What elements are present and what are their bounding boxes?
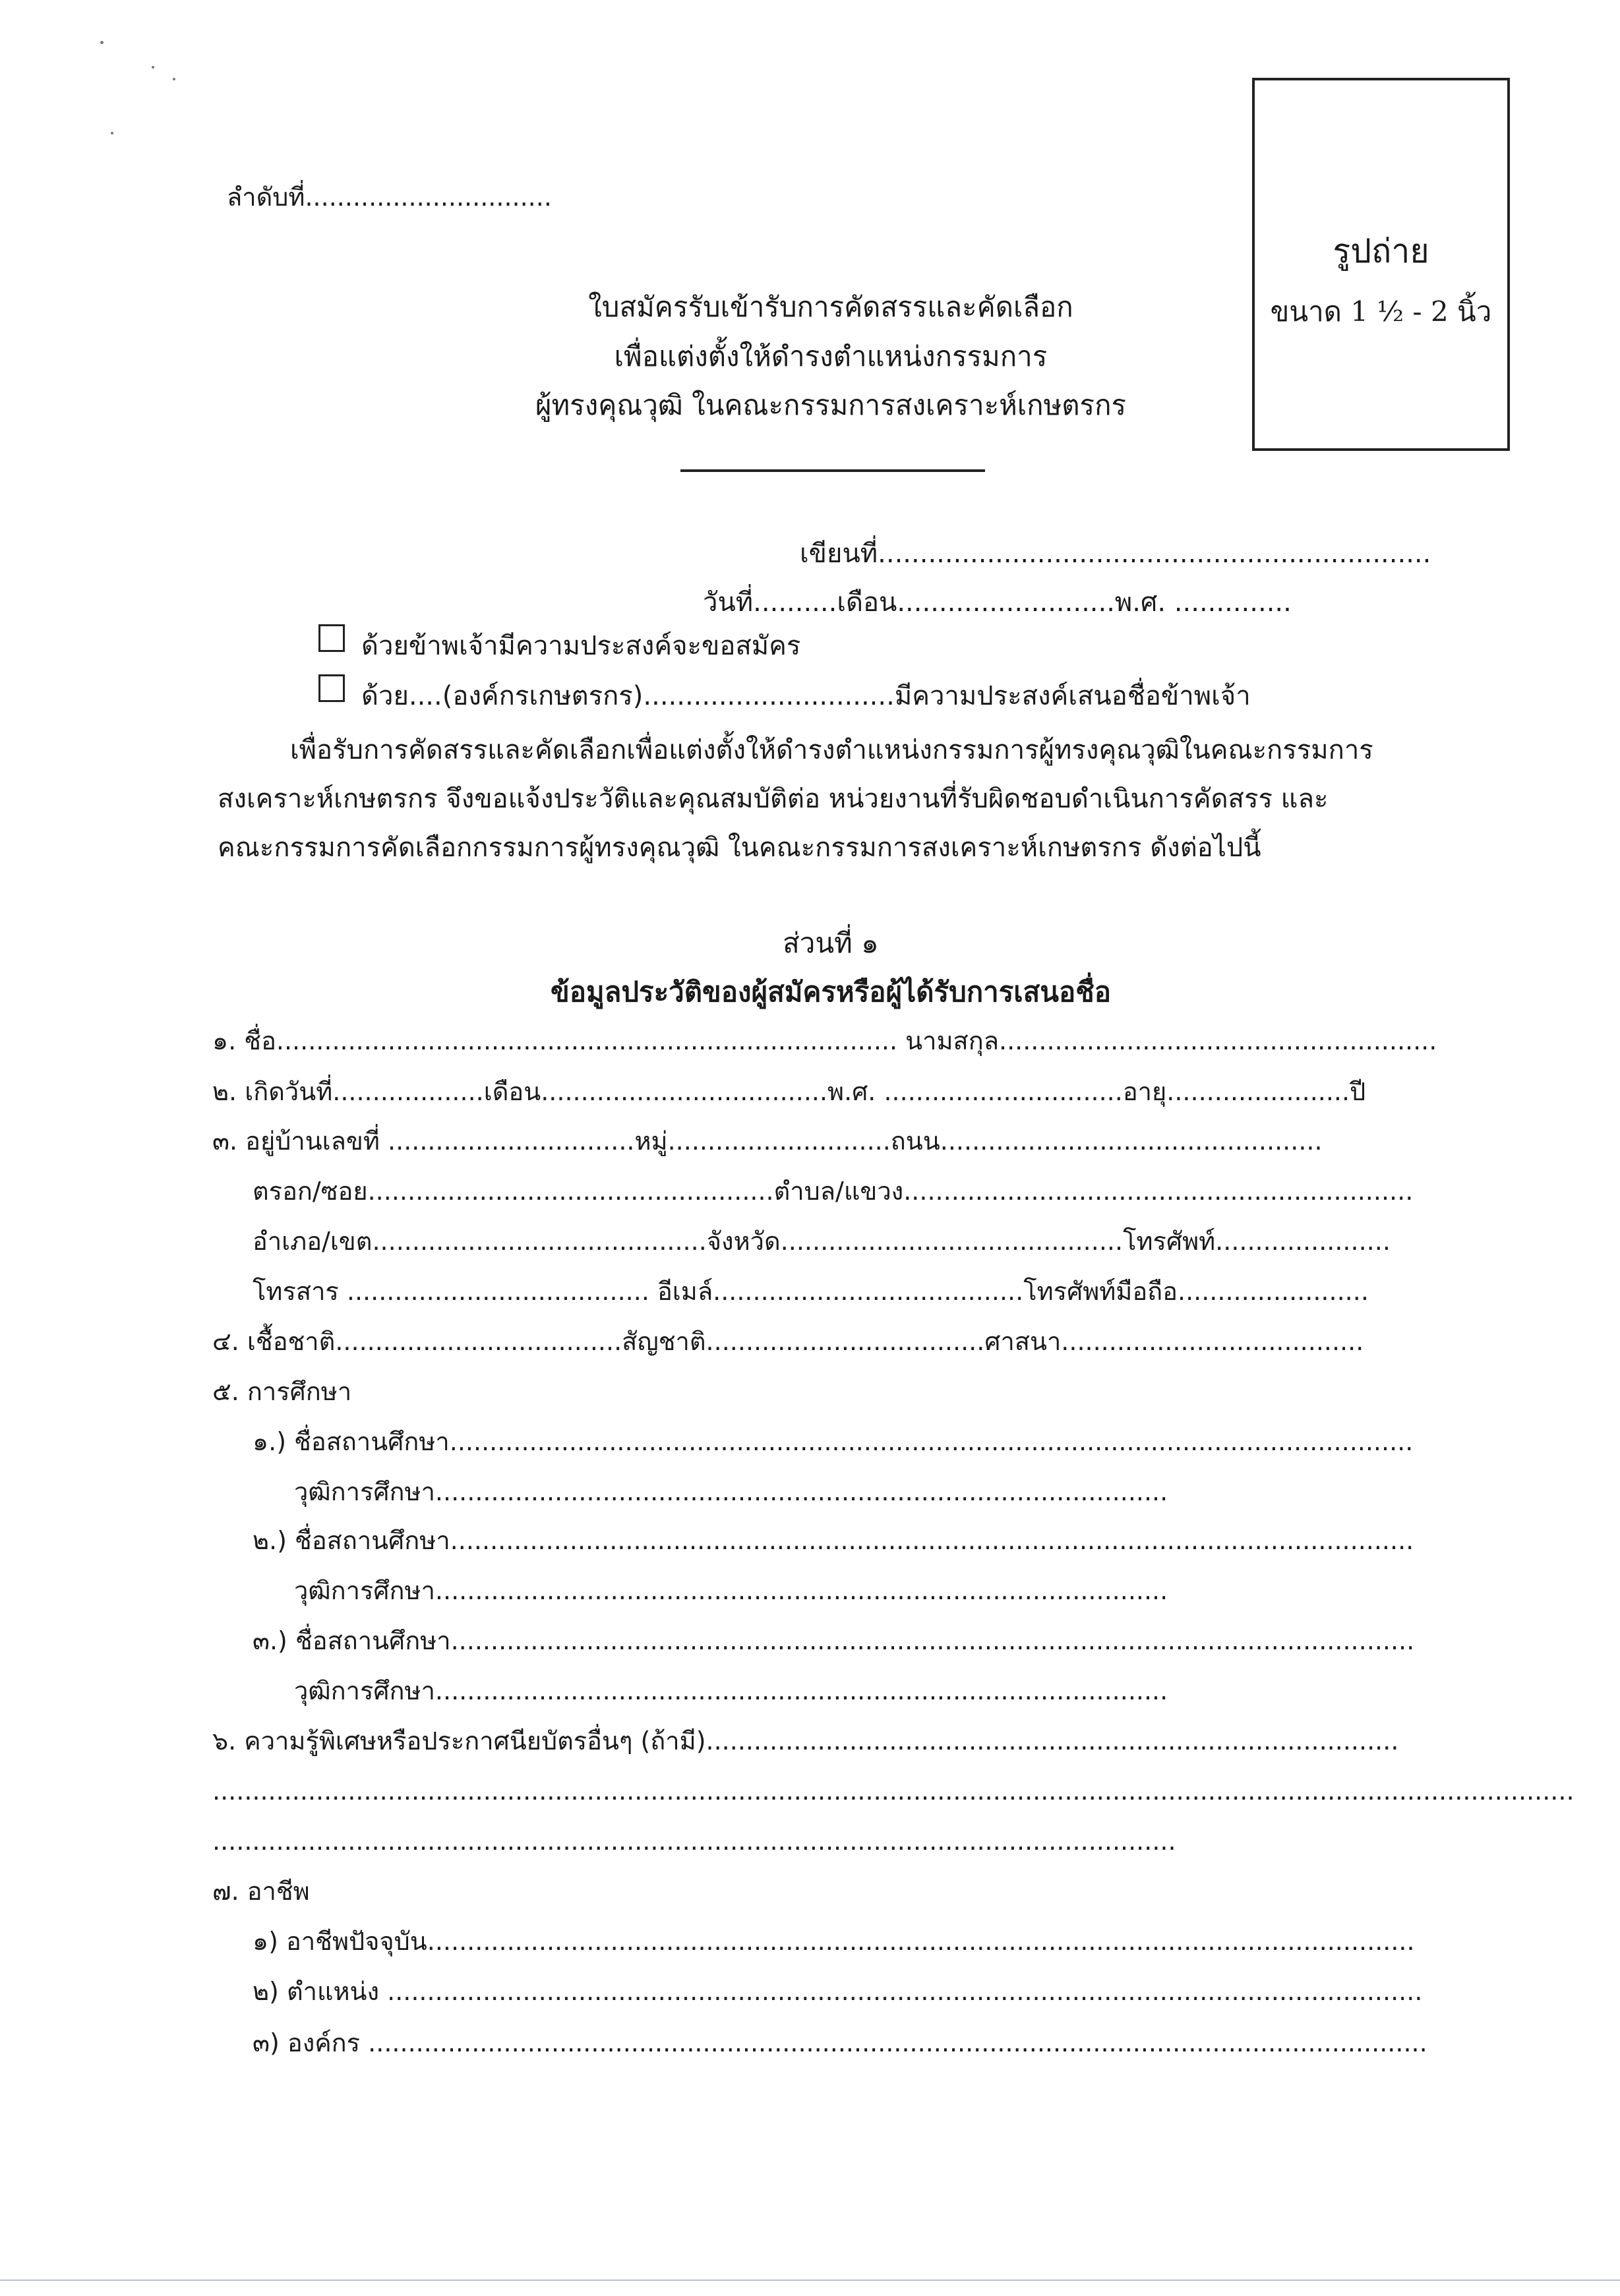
special-skills-field[interactable]: ๖. ความรู้พิเศษหรือประกาศนียบัตรอื่นๆ (ถ้ามี)....................................................................................... xyxy=(212,1726,1399,1755)
special-skills-continuation-1[interactable]: ........................................................................................................................................................................... xyxy=(212,1777,1575,1806)
education-institution-2-field[interactable]: ๒.) ชื่อสถานศึกษา......................................................................................................................... xyxy=(253,1526,1414,1555)
birthdate-field[interactable]: ๒. เกิดวันที่...................เดือน....................................พ.ศ. ..............................อายุ.......................ปี xyxy=(212,1077,1366,1106)
intro-paragraph-line-2: สงเคราะห์เกษตรกร จึงขอแจ้งประวัติและคุณสมบัติต่อ หน่วยงานที่รับผิดชอบดำเนินการคัดสรร และ xyxy=(218,784,1329,814)
name-field[interactable]: ๑. ชื่อ.............................................................................. นามสกุล....................................................... xyxy=(212,1026,1437,1055)
special-skills-continuation-2[interactable]: ......................................................................................................................... xyxy=(212,1827,1176,1856)
fax-email-mobile-field[interactable]: โทรสาร ...................................... อีเมล์.......................................โทรศัพท์มือถือ........................ xyxy=(253,1277,1369,1306)
photo-label: รูปถ่าย xyxy=(1333,232,1429,270)
scan-speck xyxy=(173,78,175,80)
sequence-number: ลำดับที่............................... xyxy=(227,183,552,212)
intro-paragraph-line-1: เพื่อรับการคัดสรรและคัดเลือกเพื่อแต่งตั้งให้ดำรงตำแหน่งกรรมการผู้ทรงคุณวุฒิในคณะกรรมการ xyxy=(290,735,1373,765)
self-apply-checkbox[interactable] xyxy=(318,624,345,652)
section-subheading: ข้อมูลประวัติของผู้สมัครหรือผู้ได้รับการเสนอชื่อ xyxy=(551,976,1111,1008)
intro-paragraph-line-3: คณะกรรมการคัดเลือกกรรมการผู้ทรงคุณวุฒิ ในคณะกรรมการสงเคราะห์เกษตรกร ดังต่อไปนี้ xyxy=(218,833,1261,863)
occupation-heading: ๗. อาชีพ xyxy=(212,1877,310,1906)
education-institution-1-field[interactable]: ๑.) ชื่อสถานศึกษา......................................................................................................................... xyxy=(253,1427,1414,1456)
organization-nominate-checkbox[interactable] xyxy=(318,674,345,702)
education-institution-3-field[interactable]: ๓.) ชื่อสถานศึกษา......................................................................................................................... xyxy=(253,1626,1415,1655)
title-divider xyxy=(680,469,985,472)
scan-speck xyxy=(152,66,154,69)
district-province-phone-field[interactable]: อำเภอ/เขต..........................................จังหวัด...........................................โทรศัพท์...................... xyxy=(253,1227,1391,1256)
education-degree-1-field[interactable]: วุฒิการศึกษา............................................................................................ xyxy=(294,1477,1168,1506)
self-apply-label: ด้วยข้าพเจ้ามีความประสงค์จะขอสมัคร xyxy=(361,631,801,661)
form-title-line-2: เพื่อแต่งตั้งให้ดำรงตำแหน่งกรรมการ xyxy=(614,340,1048,372)
address-field[interactable]: ๓. อยู่บ้านเลขที่ ...............................หมู่............................ถนน................................................ xyxy=(212,1127,1323,1156)
scan-speck xyxy=(100,41,104,44)
alley-subdistrict-field[interactable]: ตรอก/ซอย...................................................ตำบล/แขวง................................................................ xyxy=(253,1177,1414,1206)
education-degree-2-field[interactable]: วุฒิการศึกษา............................................................................................ xyxy=(294,1576,1168,1605)
page-bottom-edge xyxy=(0,2280,1620,2281)
scan-speck xyxy=(111,132,113,134)
education-heading: ๕. การศึกษา xyxy=(212,1377,352,1406)
form-title-line-3: ผู้ทรงคุณวุฒิ ในคณะกรรมการสงเคราะห์เกษตรกร xyxy=(535,389,1127,421)
date-line: วันที่..........เดือน..........................พ.ศ. .............. xyxy=(703,587,1292,618)
ethnicity-nationality-religion-field[interactable]: ๔. เชื้อชาติ....................................สัญชาติ...................................ศาสนา...................................... xyxy=(212,1327,1364,1356)
education-degree-3-field[interactable]: วุฒิการศึกษา............................................................................................ xyxy=(294,1676,1168,1705)
current-occupation-field[interactable]: ๑) อาชีพปัจจุบัน............................................................................................................................ xyxy=(253,1927,1415,1956)
photo-size-label: ขนาด 1 ½ - 2 นิ้ว xyxy=(1270,295,1492,328)
form-title-line-1: ใบสมัครรับเข้ารับการคัดสรรและคัดเลือก xyxy=(588,291,1073,323)
organization-field[interactable]: ๓) องค์กร ..................................................................................................................................... xyxy=(253,2028,1427,2057)
written-at-line: เขียนที่.................................................................. xyxy=(800,539,1431,569)
organization-nominate-label: ด้วย....(องค์กรเกษตรกร)..............................มีความประสงค์เสนอชื่อข้าพเจ้า xyxy=(361,681,1251,711)
section-heading: ส่วนที่ ๑ xyxy=(783,927,879,959)
position-field[interactable]: ๒) ตำแหน่ง .................................................................................................................................. xyxy=(253,1977,1423,2006)
